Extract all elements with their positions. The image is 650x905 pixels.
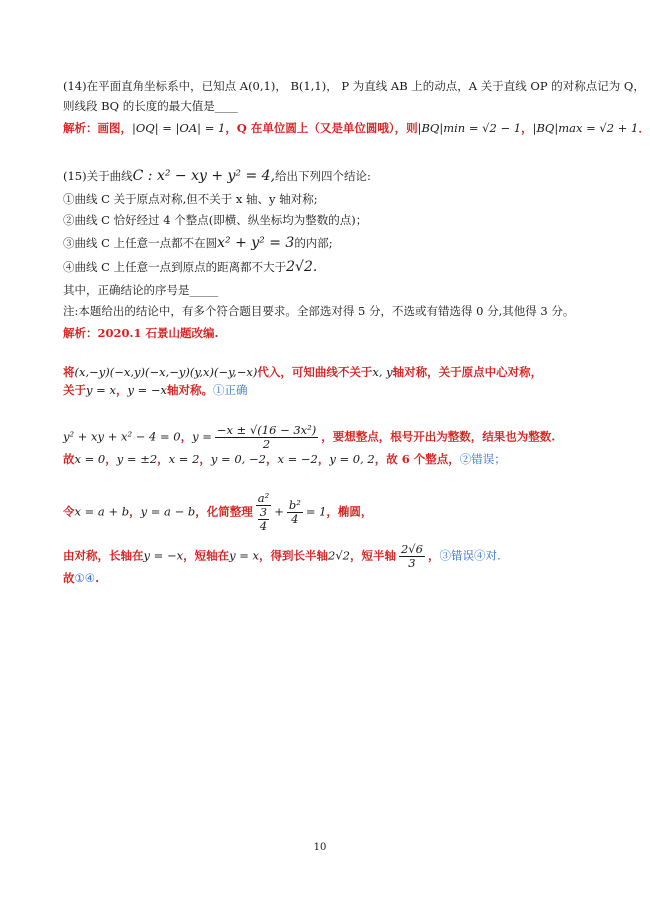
q14-sol-c: ，Q 在单位圆上（又是单位圆哦），则 bbox=[225, 121, 418, 135]
sol-p3-n: ②错误； bbox=[459, 452, 506, 466]
sol-p4-f1-inner-fraction bbox=[258, 506, 269, 533]
q15-ask: 其中，正确结论的序号是_____ bbox=[63, 283, 219, 297]
sol-p4-f1-den-den: 4 bbox=[259, 519, 268, 533]
sol-p3-a: 故 bbox=[63, 452, 75, 466]
sol-p5-j: ③错误④对. bbox=[439, 548, 501, 563]
q14-line1: (14)在平面直角坐标系中，已知点 A(0,1)， B(1,1)， P 为直线 AB 上的动点，A 关于直线 OP 的对称点记为 Q， bbox=[63, 79, 645, 93]
sol-p4-f1-den-num: 3 bbox=[259, 505, 268, 519]
sol-p1-k: ①正确 bbox=[213, 383, 248, 397]
sol-p4-e: ，化简整理 bbox=[195, 504, 253, 519]
q14-sol-f: |BQ|max = √2 + 1 bbox=[532, 121, 639, 135]
sol-p1-j: 轴对称。 bbox=[167, 383, 214, 397]
sol-p3-b: x = 0 bbox=[74, 452, 106, 466]
sol-p4-fraction-1 bbox=[256, 492, 271, 533]
sol-p4-fraction-2 bbox=[287, 499, 303, 526]
sol-p2-fraction bbox=[215, 424, 318, 451]
sol-p5-b: y = −x bbox=[143, 548, 184, 563]
sol-p3-f: x = 2 bbox=[168, 452, 200, 466]
sol-p1-line2 bbox=[63, 382, 248, 398]
q14-sol-e: ， bbox=[521, 121, 533, 135]
sol-p2-c: y = bbox=[192, 429, 212, 444]
sol-p5-a: 由对称，长轴在 bbox=[63, 548, 144, 563]
sol-p4-c: ， bbox=[129, 504, 141, 519]
q15-source: 解析：2020.1 石景山题改编. bbox=[63, 326, 219, 340]
q14-sol-d: |BQ|min = √2 − 1 bbox=[417, 121, 522, 135]
sol-p6 bbox=[63, 570, 99, 586]
sol-p5-f: 2√2 bbox=[328, 548, 350, 563]
sol-p5-c: ，短轴在 bbox=[183, 548, 230, 563]
sol-p3-c: ， bbox=[105, 452, 117, 466]
sol-p2-num: −x ± √(16 − 3x²) bbox=[216, 423, 317, 437]
sol-p4-f2-den: 4 bbox=[291, 512, 299, 526]
q15-stem-c: 给出下列四个结论: bbox=[275, 169, 371, 183]
sol-p3-h: y = 0, −2 bbox=[210, 452, 266, 466]
sol-p1-d: x, y bbox=[372, 365, 393, 379]
q15-opt3-a: ③曲线 C 上任意一点都不在圆 bbox=[63, 236, 218, 250]
sol-p6-c: . bbox=[95, 571, 100, 585]
sol-p4-g: ，椭圆， bbox=[326, 504, 373, 519]
q14-sol-g: ． bbox=[638, 121, 650, 135]
q15-opt4-b: 2√2. bbox=[286, 259, 318, 275]
q15-option-2: ②曲线 C 恰好经过 4 个整点(即横、纵坐标均为整数的点)； bbox=[63, 213, 368, 227]
sol-p5-e: ，得到长半轴 bbox=[259, 548, 329, 563]
q14-line2: 则线段 BQ 的长度的最大值是____ bbox=[63, 99, 238, 113]
q15-opt4-a: ④曲线 C 上任意一点到原点的距离都不大于 bbox=[63, 260, 287, 274]
sol-p4 bbox=[63, 492, 372, 533]
sol-p3-k: ， bbox=[317, 452, 330, 466]
sol-p3-j: x = −2 bbox=[277, 452, 318, 466]
sol-p3-e: ， bbox=[157, 452, 169, 466]
q15-option-4 bbox=[63, 259, 317, 275]
sol-p1-line1 bbox=[63, 364, 542, 380]
sol-p4-a: 令 bbox=[63, 504, 75, 519]
sol-p4-b: x = a + b bbox=[74, 504, 130, 519]
sol-p5-d: y = x bbox=[229, 548, 260, 563]
q15-note: 注:本题给出的结论中，有多个符合题目要求。全部选对得 5 分，不选或有错选得 0 分,其他得 3 分。 bbox=[63, 304, 575, 318]
sol-p4-f1-num: a² bbox=[257, 491, 270, 505]
q14-solution bbox=[63, 120, 650, 136]
sol-p3 bbox=[63, 451, 506, 467]
sol-p1-h: ， bbox=[115, 383, 128, 397]
q15-opt3-c: 的内部; bbox=[294, 236, 333, 250]
q15-option-3 bbox=[63, 235, 333, 251]
sol-p4-f2-num: b² bbox=[288, 498, 301, 512]
sol-p5 bbox=[63, 543, 501, 570]
q15-option-1: ①曲线 C 关于原点对称,但不关于 x 轴、y 轴对称; bbox=[63, 192, 318, 206]
sol-p2-den: 2 bbox=[262, 437, 271, 451]
sol-p6-a: 故 bbox=[63, 571, 75, 585]
sol-p1-c: 代入，可知曲线不关于 bbox=[257, 365, 373, 379]
sol-p1-a: 将 bbox=[63, 365, 75, 379]
sol-p6-b: ①④ bbox=[74, 571, 96, 585]
sol-p4-f1-den bbox=[256, 506, 271, 533]
q14-sol-b: |OQ| = |OA| = 1 bbox=[132, 121, 226, 135]
sol-p2-d: ，要想整点，根号开出为整数，结果也为整数. bbox=[321, 429, 556, 444]
sol-p5-h-num: 2√6 bbox=[400, 542, 423, 556]
sol-p5-g: ，短半轴 bbox=[349, 548, 396, 563]
sol-p4-d: y = a − b bbox=[140, 504, 196, 519]
sol-p3-g: ， bbox=[199, 452, 211, 466]
sol-p1-e: 轴对称，关于原点中心对称， bbox=[392, 365, 543, 379]
sol-p1-b: (x,−y)(−x,y)(−x,−y)(y,x)(−y,−x) bbox=[74, 365, 258, 379]
sol-p3-i: ， bbox=[265, 452, 278, 466]
sol-p1-f: 关于 bbox=[63, 383, 86, 397]
q15-opt3-b: x² + y² = 3 bbox=[217, 235, 295, 251]
sol-p2 bbox=[63, 424, 555, 451]
sol-p3-d: y = ±2 bbox=[116, 452, 158, 466]
sol-p4-plus: + bbox=[274, 504, 284, 519]
sol-p5-h-den: 3 bbox=[408, 556, 416, 570]
q15-stem-b: C : x² − xy + y² = 4, bbox=[132, 168, 276, 184]
q15-stem bbox=[63, 168, 371, 184]
sol-p1-g: y = x bbox=[86, 383, 116, 397]
q14-sol-a: 解析：画图， bbox=[63, 121, 132, 135]
q15-stem-a: (15)关于曲线 bbox=[63, 169, 133, 183]
sol-p1-i: y = −x bbox=[127, 383, 168, 397]
sol-p2-b: ， bbox=[180, 429, 193, 444]
sol-p4-eq: = 1 bbox=[305, 504, 327, 519]
sol-p2-a: y² + xy + x² − 4 = 0 bbox=[63, 429, 181, 444]
sol-p5-i: ， bbox=[427, 548, 440, 563]
sol-p5-fraction bbox=[399, 543, 425, 570]
page-number: 10 bbox=[313, 842, 327, 853]
sol-p3-m: ，故 6 个整点， bbox=[374, 452, 460, 466]
sol-p3-l: y = 0, 2 bbox=[329, 452, 375, 466]
